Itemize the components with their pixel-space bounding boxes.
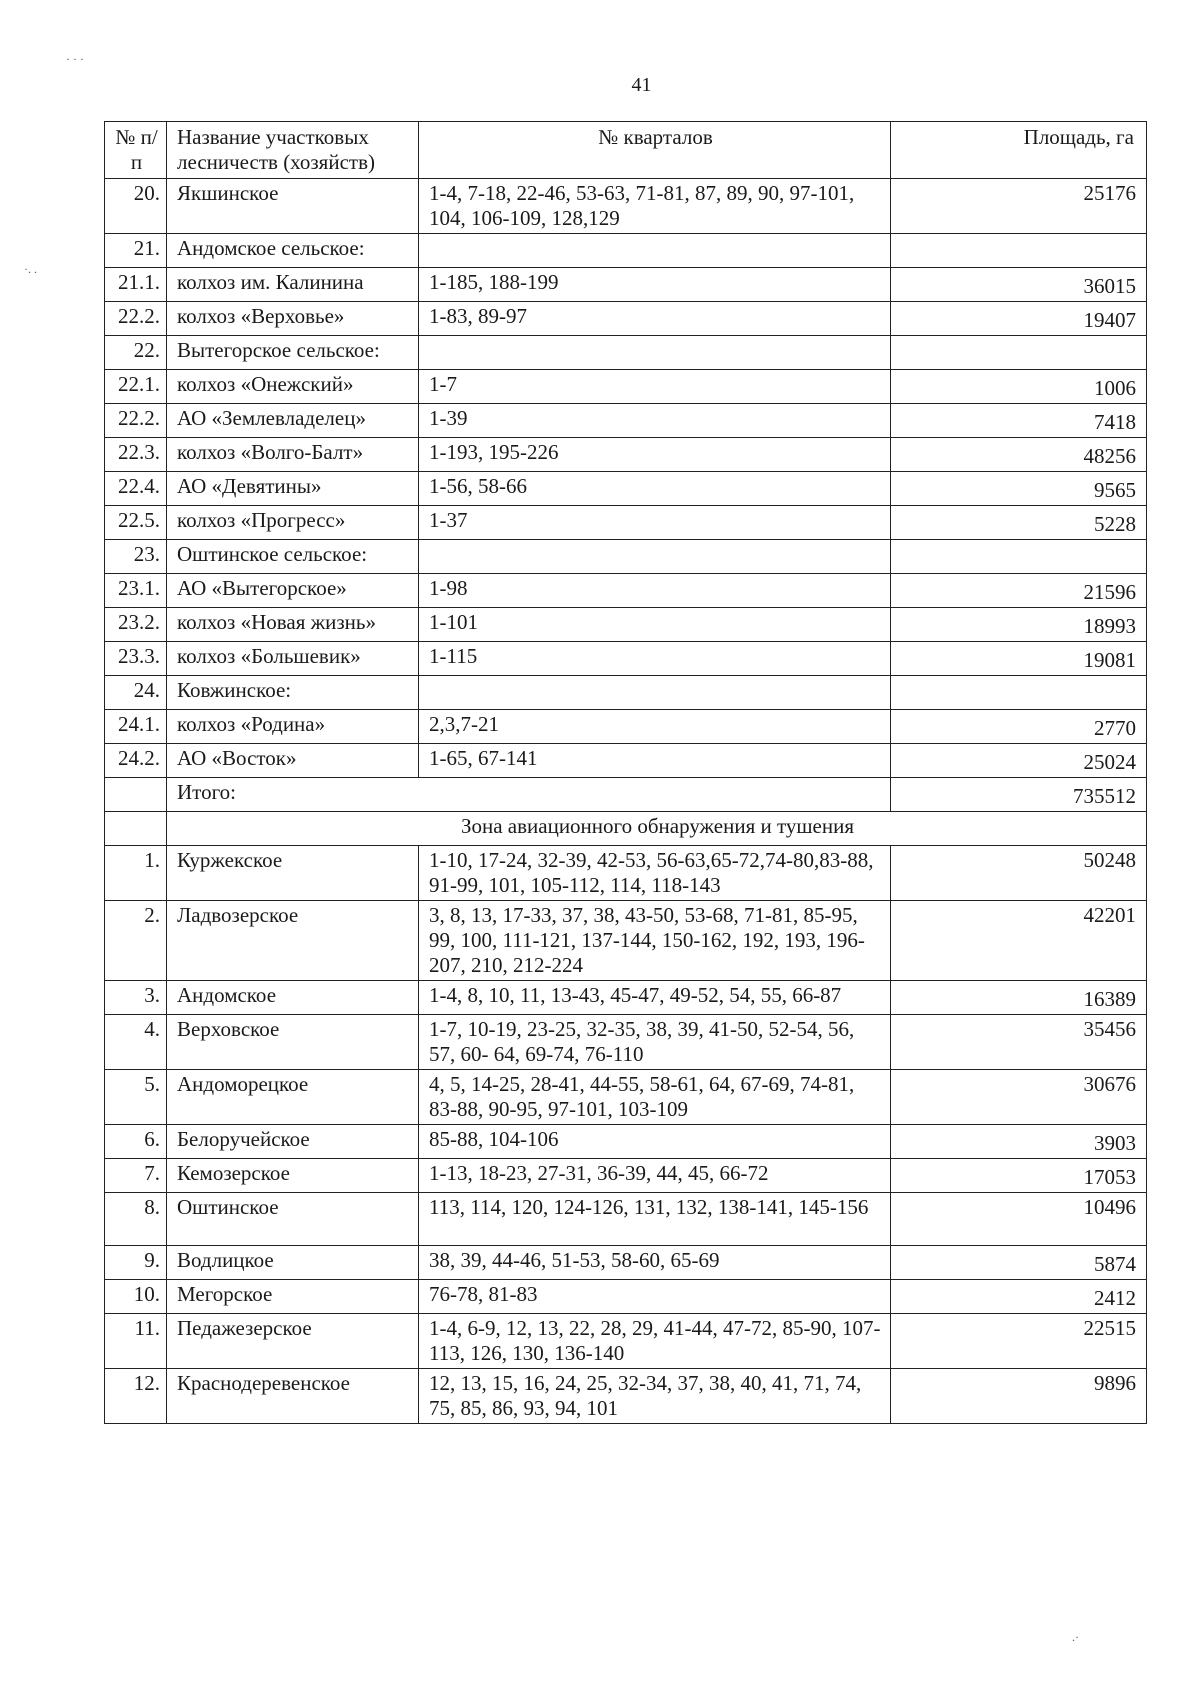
cell-number: 7. — [105, 1159, 167, 1193]
cell-number: 20. — [105, 179, 167, 234]
cell-number: 11. — [105, 1314, 167, 1369]
cell-area — [891, 336, 1147, 370]
cell-quarters: 1-39 — [419, 404, 891, 438]
cell-area: 17053 — [891, 1159, 1147, 1193]
cell-quarters: 1-98 — [419, 574, 891, 608]
cell-forestry-name: колхоз «Родина» — [167, 710, 419, 744]
cell-forestry-name: Оштинское сельское: — [167, 540, 419, 574]
table-row — [105, 744, 1147, 778]
table-row — [105, 506, 1147, 540]
cell-number: 5. — [105, 1070, 167, 1125]
forest-quarters-table — [104, 121, 1147, 1424]
cell-forestry-name: Андоморецкое — [167, 1070, 419, 1125]
table-row — [105, 642, 1147, 676]
cell-area: 19081 — [891, 642, 1147, 676]
cell-forestry-name: Педажезерское — [167, 1314, 419, 1369]
cell-quarters — [419, 336, 891, 370]
table-row — [105, 1246, 1147, 1280]
cell-forestry-name: АО «Девятины» — [167, 472, 419, 506]
cell-number: 12. — [105, 1369, 167, 1424]
table-row — [105, 1070, 1147, 1125]
cell-area: 3903 — [891, 1125, 1147, 1159]
cell-forestry-name: колхоз «Верховье» — [167, 302, 419, 336]
cell-area: 7418 — [891, 404, 1147, 438]
cell-area: 2412 — [891, 1280, 1147, 1314]
cell-number: 22.2. — [105, 404, 167, 438]
cell-area: 25176 — [891, 179, 1147, 234]
cell-number: 9. — [105, 1246, 167, 1280]
cell-area — [891, 540, 1147, 574]
cell-number: 22.4. — [105, 472, 167, 506]
cell-number: 2. — [105, 901, 167, 981]
table-row — [105, 676, 1147, 710]
table-row — [105, 981, 1147, 1015]
cell-forestry-name: колхоз «Прогресс» — [167, 506, 419, 540]
cell-number: 23.1. — [105, 574, 167, 608]
cell-number: 1. — [105, 846, 167, 901]
table-row — [105, 574, 1147, 608]
cell-quarters: 1-10, 17-24, 32-39, 42-53, 56-63,65-72,74-80,83-88, 91-99, 101, 105-112, 114, 118-143 — [419, 846, 891, 901]
cell-number: 22. — [105, 336, 167, 370]
cell-area: 9896 — [891, 1369, 1147, 1424]
table-row — [105, 438, 1147, 472]
cell-forestry-name: Якшинское — [167, 179, 419, 234]
cell-area: 42201 — [891, 901, 1147, 981]
cell-forestry-name: Андомское сельское: — [167, 234, 419, 268]
table-row — [105, 778, 1147, 812]
cell-forestry-name: Ладвозерское — [167, 901, 419, 981]
cell-area: 18993 — [891, 608, 1147, 642]
cell-number: 10. — [105, 1280, 167, 1314]
cell-quarters: 85-88, 104-106 — [419, 1125, 891, 1159]
cell-quarters: 1-4, 6-9, 12, 13, 22, 28, 29, 41-44, 47-72, 85-90, 107-113, 126, 130, 136-140 — [419, 1314, 891, 1369]
table-row — [105, 846, 1147, 901]
cell-empty — [105, 812, 167, 846]
cell-area: 48256 — [891, 438, 1147, 472]
table-row — [105, 370, 1147, 404]
cell-area: 9565 — [891, 472, 1147, 506]
scan-speck: ·. . — [24, 262, 37, 276]
table-row — [105, 1369, 1147, 1424]
cell-number: 23. — [105, 540, 167, 574]
cell-quarters: 38, 39, 44-46, 51-53, 58-60, 65-69 — [419, 1246, 891, 1280]
cell-quarters: 76-78, 81-83 — [419, 1280, 891, 1314]
cell-area: 30676 — [891, 1070, 1147, 1125]
cell-area: 19407 — [891, 302, 1147, 336]
table-row — [105, 540, 1147, 574]
cell-number: 22.1. — [105, 370, 167, 404]
cell-forestry-name: Мегорское — [167, 1280, 419, 1314]
cell-forestry-name: колхоз им. Калинина — [167, 268, 419, 302]
cell-forestry-name: Ковжинское: — [167, 676, 419, 710]
table-row — [105, 336, 1147, 370]
cell-quarters: 1-115 — [419, 642, 891, 676]
cell-quarters: 1-7 — [419, 370, 891, 404]
cell-area: 5874 — [891, 1246, 1147, 1280]
cell-quarters — [419, 234, 891, 268]
cell-quarters: 1-185, 188-199 — [419, 268, 891, 302]
cell-area: 5228 — [891, 506, 1147, 540]
cell-area: 35456 — [891, 1015, 1147, 1070]
cell-forestry-name: Оштинское — [167, 1193, 419, 1246]
cell-quarters: 2,3,7-21 — [419, 710, 891, 744]
cell-forestry-name: Верховское — [167, 1015, 419, 1070]
table-row — [105, 472, 1147, 506]
cell-number: 23.2. — [105, 608, 167, 642]
cell-quarters: 12, 13, 15, 16, 24, 25, 32-34, 37, 38, 40, 41, 71, 74, 75, 85, 86, 93, 94, 101 — [419, 1369, 891, 1424]
cell-forestry-name: Водлицкое — [167, 1246, 419, 1280]
cell-forestry-name: Вытегорское сельское: — [167, 336, 419, 370]
cell-forestry-name: АО «Восток» — [167, 744, 419, 778]
cell-forestry-name: Андомское — [167, 981, 419, 1015]
cell-number: 22.3. — [105, 438, 167, 472]
cell-forestry-name: колхоз «Онежский» — [167, 370, 419, 404]
cell-quarters: 1-193, 195-226 — [419, 438, 891, 472]
table-body — [105, 179, 1147, 1424]
cell-forestry-name: АО «Вытегорское» — [167, 574, 419, 608]
header-num: № п/п — [105, 122, 167, 179]
cell-area — [891, 676, 1147, 710]
table-row — [105, 901, 1147, 981]
cell-quarters: 3, 8, 13, 17-33, 37, 38, 43-50, 53-68, 71-81, 85-95, 99, 100, 111-121, 137-144, 150-162, 192, 193, 196-207, 210, 212-224 — [419, 901, 891, 981]
cell-quarters: 4, 5, 14-25, 28-41, 44-55, 58-61, 64, 67-69, 74-81, 83-88, 90-95, 97-101, 103-109 — [419, 1070, 891, 1125]
cell-quarters: 1-13, 18-23, 27-31, 36-39, 44, 45, 66-72 — [419, 1159, 891, 1193]
table-row — [105, 1314, 1147, 1369]
table-row — [105, 710, 1147, 744]
zone-heading: Зона авиационного обнаружения и тушения — [167, 812, 1147, 846]
cell-area: 10496 — [891, 1193, 1147, 1246]
table-row — [105, 1280, 1147, 1314]
table-row — [105, 1015, 1147, 1070]
scan-speck: .· — [1072, 1630, 1079, 1644]
cell-area: 16389 — [891, 981, 1147, 1015]
cell-area: 22515 — [891, 1314, 1147, 1369]
cell-quarters — [419, 676, 891, 710]
cell-area: 735512 — [891, 778, 1147, 812]
cell-number: 22.2. — [105, 302, 167, 336]
cell-number: 24.2. — [105, 744, 167, 778]
table-header-row — [105, 122, 1147, 179]
cell-quarters: 1-7, 10-19, 23-25, 32-35, 38, 39, 41-50, 52-54, 56, 57, 60- 64, 69-74, 76-110 — [419, 1015, 891, 1070]
table-row — [105, 1125, 1147, 1159]
cell-area: 21596 — [891, 574, 1147, 608]
table-row — [105, 234, 1147, 268]
cell-quarters: 1-4, 8, 10, 11, 13-43, 45-47, 49-52, 54, 55, 66-87 — [419, 981, 891, 1015]
cell-quarters: 1-65, 67-141 — [419, 744, 891, 778]
table-row — [105, 1159, 1147, 1193]
cell-quarters: 1-37 — [419, 506, 891, 540]
cell-forestry-name: Куржекское — [167, 846, 419, 901]
cell-area: 50248 — [891, 846, 1147, 901]
cell-number: 23.3. — [105, 642, 167, 676]
header-name: Название участковых лесничеств (хозяйств) — [167, 122, 419, 179]
cell-area: 36015 — [891, 268, 1147, 302]
header-area: Площадь, га — [891, 122, 1147, 179]
cell-number: 22.5. — [105, 506, 167, 540]
cell-forestry-name: Краснодеревенское — [167, 1369, 419, 1424]
header-quarters: № кварталов — [419, 122, 891, 179]
cell-area — [891, 234, 1147, 268]
cell-number: 24. — [105, 676, 167, 710]
cell-number: 3. — [105, 981, 167, 1015]
cell-forestry-name: Белоручейское — [167, 1125, 419, 1159]
table-row — [105, 404, 1147, 438]
scan-speck: · · · — [66, 52, 84, 66]
cell-number: 4. — [105, 1015, 167, 1070]
cell-number: 8. — [105, 1193, 167, 1246]
cell-area: 1006 — [891, 370, 1147, 404]
cell-forestry-name: колхоз «Новая жизнь» — [167, 608, 419, 642]
cell-area: 2770 — [891, 710, 1147, 744]
table-row — [105, 608, 1147, 642]
cell-quarters — [419, 540, 891, 574]
cell-area: 25024 — [891, 744, 1147, 778]
cell-number: 6. — [105, 1125, 167, 1159]
table-row — [105, 1193, 1147, 1246]
cell-number — [105, 778, 167, 812]
cell-quarters: 113, 114, 120, 124-126, 131, 132, 138-141, 145-156 — [419, 1193, 891, 1246]
cell-quarters: 1-56, 58-66 — [419, 472, 891, 506]
cell-quarters: 1-83, 89-97 — [419, 302, 891, 336]
cell-quarters: 1-4, 7-18, 22-46, 53-63, 71-81, 87, 89, 90, 97-101, 104, 106-109, 128,129 — [419, 179, 891, 234]
cell-number: 21.1. — [105, 268, 167, 302]
table-row — [105, 812, 1147, 846]
page-number: 41 — [631, 74, 652, 96]
cell-number: 21. — [105, 234, 167, 268]
cell-forestry-name: Итого: — [167, 778, 891, 812]
table-row — [105, 179, 1147, 234]
cell-forestry-name: Кемозерское — [167, 1159, 419, 1193]
cell-forestry-name: АО «Землевладелец» — [167, 404, 419, 438]
cell-quarters: 1-101 — [419, 608, 891, 642]
cell-forestry-name: колхоз «Большевик» — [167, 642, 419, 676]
table-row — [105, 302, 1147, 336]
cell-forestry-name: колхоз «Волго-Балт» — [167, 438, 419, 472]
table-row — [105, 268, 1147, 302]
cell-number: 24.1. — [105, 710, 167, 744]
